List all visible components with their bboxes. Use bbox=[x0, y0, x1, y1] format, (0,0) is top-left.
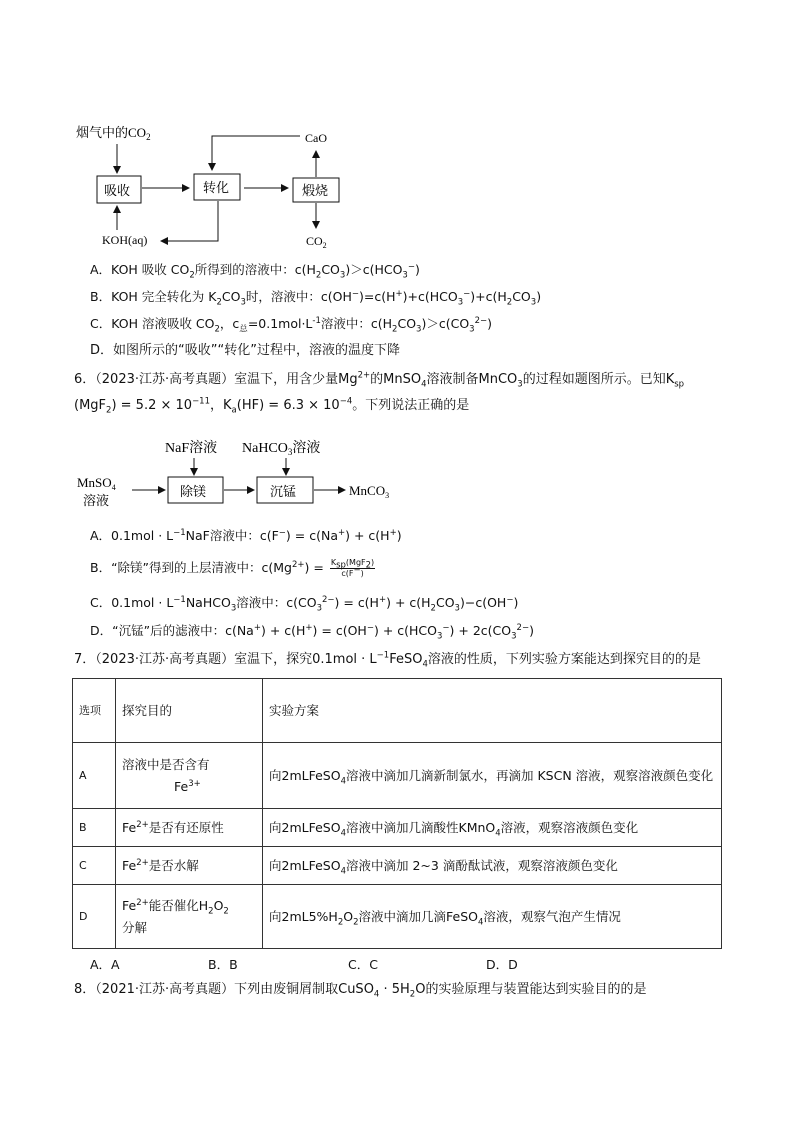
q7-stem: 7．（2023·江苏·高考真题）室温下，探究$0.1mol \cdot L^{-1}FeSO_4$溶液的性质，下列实验方案能达到探究目的的是 bbox=[74, 650, 701, 670]
row-plan: 向$2mL5\%H_2O_2$溶液中滴加几滴FeSO$_4$溶液，观察气泡产生情况 bbox=[263, 885, 722, 949]
row-plan: 向2mLFeSO$_4$溶液中滴加几滴酸性KMnO$_4$溶液，观察溶液颜色变化 bbox=[263, 809, 722, 847]
table-row bbox=[73, 743, 722, 809]
header-plan: 实验方案 bbox=[263, 679, 722, 743]
experiment-table bbox=[72, 678, 722, 949]
mnso4-label: MnSO$_4$ bbox=[77, 475, 116, 492]
table-header-row bbox=[73, 679, 722, 743]
q6-stem-line2: $(MgF_2) = 5.2 \times 10^{-11}$，$K_a(HF) = 6.3 \times 10^{-4}$。下列说法正确的是 bbox=[74, 396, 470, 416]
row-purpose: $Fe^{2+}$是否有还原性 bbox=[116, 809, 263, 847]
q6-option-c: C．$0.1mol \cdot L^{-1}NaHCO_3$溶液中：$c(CO_3^{2-}) = c(H^+) + c(H_2CO_3)-c(OH^-)$ bbox=[90, 594, 519, 614]
row-option: D bbox=[73, 885, 116, 949]
row-option: B bbox=[73, 809, 116, 847]
co2-out-label: $CO_2$ bbox=[306, 234, 327, 250]
q7-choices bbox=[90, 955, 518, 973]
q6-stem-line1: 6．（2023·江苏·高考真题）室温下，用含少量$Mg^{2+}$的MnSO$_4$溶液制备MnCO$_3$的过程如题图所示。已知$K_{sp}$ bbox=[74, 370, 685, 390]
q5-option-d: D．如图所示的“吸收”“转化”过程中，溶液的温度下降 bbox=[90, 343, 400, 358]
table-row bbox=[73, 885, 722, 949]
ksp-fraction: $\frac{K_{sp}(MgF_2)}{c(F^-)}$ bbox=[330, 558, 375, 578]
q6-option-b: B．“除镁”得到的上层清液中：$c(Mg^{2+})$ = $\frac{K_{sp}(MgF_2)}{c(F^-)}$ bbox=[90, 558, 375, 578]
q6-option-a: A．$0.1mol \cdot L^{-1}NaF$溶液中：c(F−) = c(Na+) + c(H+) bbox=[90, 527, 402, 543]
row-plan: 向2mLFeSO$_4$溶液中滴加 2~3 滴酚酞试液，观察溶液颜色变化 bbox=[263, 847, 722, 885]
header-option: 选项 bbox=[73, 679, 116, 743]
q5-option-a: A．KOH 吸收 $CO_2$所得到的溶液中：$c(H_2CO_3)>c(HCO_3^-)$ bbox=[90, 261, 420, 281]
mnco3-process-diagram bbox=[0, 430, 794, 530]
row-option: C bbox=[73, 847, 116, 885]
table-row bbox=[73, 809, 722, 847]
choice-b[interactable]: B．B bbox=[208, 957, 238, 972]
row-plan: 向2mLFeSO$_4$溶液中滴加几滴新制氯水，再滴加 KSCN 溶液，观察溶液颜色变化 bbox=[263, 743, 722, 809]
row-purpose: 溶液中是否含有 $Fe^{3+}$ bbox=[116, 743, 263, 809]
flue-gas-label: 烟气中的$CO_2$ bbox=[76, 125, 151, 142]
convert-label: 转化 bbox=[203, 181, 230, 196]
q6-option-d: D．“沉锰”后的滤液中：$c(Na^+) + c(H^+) = c(OH^-) + c(HCO_3^-) + 2c(CO_3^{2-})$ bbox=[90, 622, 534, 642]
choice-c[interactable]: C．C bbox=[348, 957, 378, 972]
nahco3-label: NaHCO$_3$溶液 bbox=[242, 441, 321, 457]
row-purpose: $Fe^{2+}$是否水解 bbox=[116, 847, 263, 885]
mnso4-solution-label: 溶液 bbox=[83, 493, 110, 508]
q5-option-c: C．KOH 溶液吸收 $CO_2$，$c_总=0.1mol\cdot L^{-1}$溶液中：$c(H_2CO_3)>c(CO_3^{2-})$ bbox=[90, 315, 493, 335]
mnco3-product-label: MnCO$_3$ bbox=[349, 483, 390, 500]
row-purpose: $Fe^{2+}$能否催化$H_2O_2$ 分解 bbox=[116, 885, 263, 949]
table-row bbox=[73, 847, 722, 885]
demagnesium-label: 除镁 bbox=[180, 485, 207, 500]
q8-stem: 8．（2021·江苏·高考真题）下列由废铜屑制取CuSO$_4$ · $5H_2O$的实验原理与装置能达到实验目的的是 bbox=[74, 982, 647, 1000]
koh-label: KOH(aq) bbox=[102, 233, 148, 247]
calcine-label: 煅烧 bbox=[302, 184, 329, 199]
absorb-label: 吸收 bbox=[104, 184, 131, 199]
cao-label: CaO bbox=[305, 131, 327, 145]
choice-d[interactable]: D．D bbox=[486, 957, 518, 972]
q5-option-b: B．KOH 完全转化为 $K_2CO_3$时，溶液中：$c(OH^-)=c(H^+)+c(HCO_3^-)+c(H_2CO_3)$ bbox=[90, 288, 542, 308]
header-purpose: 探究目的 bbox=[116, 679, 263, 743]
precipitate-mn-label: 沉锰 bbox=[270, 485, 297, 500]
absorption-flow-diagram bbox=[0, 0, 794, 260]
naf-label: NaF溶液 bbox=[165, 441, 218, 456]
choice-a[interactable]: A．A bbox=[90, 957, 120, 972]
row-option: A bbox=[73, 743, 116, 809]
